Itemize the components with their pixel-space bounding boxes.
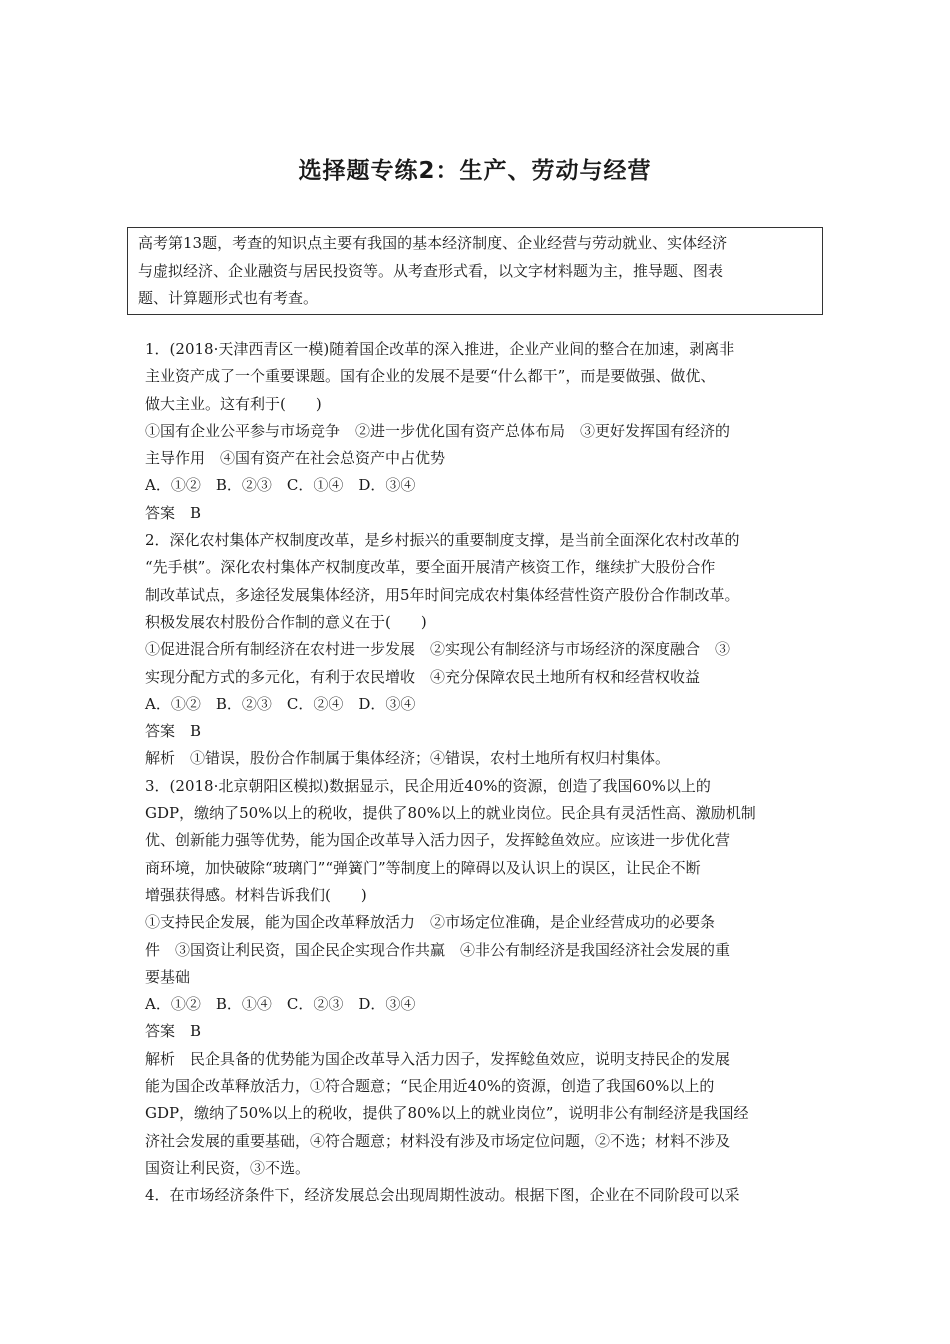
text-line: ①国有企业公平参与市场竞争 ②进一步优化国有资产总体布局 ③更好发挥国有经济的 — [145, 421, 731, 440]
text-line: 4．在市场经济条件下，经济发展总会出现周期性波动。根据下图，企业在不同阶段可以采 — [145, 1186, 740, 1205]
text-line: 优、创新能力强等优势，能为国企改革导入活力因子，发挥鲶鱼效应。应该进一步优化营 — [145, 831, 731, 850]
text-line: 1．(2018·天津西青区一模)随着国企改革的深入推进，企业产业间的整合在加速，剥离非 — [145, 340, 735, 358]
intro-box — [127, 227, 823, 315]
text-line: ①促进混合所有制经济在农村进一步发展 ②实现公有制经济与市场经济的深度融合 ③ — [145, 640, 731, 659]
text-line: 积极发展农村股份合作制的意义在于( ) — [145, 612, 427, 631]
question-content — [145, 336, 815, 1210]
text-line: 答案 B — [145, 503, 202, 522]
text-line: “先手棋”。深化农村集体产权制度改革，要全面开展清产核资工作，继续扩大股份合作 — [145, 558, 716, 577]
text-line: 做大主业。这有利于( ) — [145, 394, 322, 413]
text-line: A．①② B．①④ C．②③ D．③④ — [145, 995, 416, 1014]
intro-line: 题、计算题形式也有考查。 — [138, 289, 319, 307]
text-line: 济社会发展的重要基础，④符合题意；材料没有涉及市场定位问题，②不选；材料不涉及 — [145, 1131, 731, 1150]
text-line: 答案 B — [145, 1022, 202, 1041]
text-line: 实现分配方式的多元化，有利于农民增收 ④充分保障农民土地所有权和经营权收益 — [145, 667, 701, 686]
text-line: 2．深化农村集体产权制度改革，是乡村振兴的重要制度支撑，是当前全面深化农村改革的 — [145, 531, 740, 550]
text-line: GDP，缴纳了50%以上的税收，提供了80%以上的就业岗位”，说明非公有制经济是我国经 — [145, 1104, 749, 1123]
text-line: 商环境，加快破除“玻璃门”“弹簧门”等制度上的障碍以及认识上的误区，让民企不断 — [145, 858, 701, 877]
page-title: 选择题专练2：生产、劳动与经营 — [298, 158, 652, 184]
intro-line: 与虚拟经济、企业融资与居民投资等。从考查形式看，以文字材料题为主，推导题、图表 — [138, 261, 724, 280]
intro-line: 高考第13题，考查的知识点主要有我国的基本经济制度、企业经营与劳动就业、实体经济 — [138, 234, 728, 252]
text-line: 增强获得感。材料告诉我们( ) — [145, 885, 367, 904]
text-line: 3．(2018·北京朝阳区模拟)数据显示，民企用近40%的资源，创造了我国60%以上的 — [145, 776, 711, 795]
text-line: 件 ③国资让利民资，国企民企实现合作共赢 ④非公有制经济是我国经济社会发展的重 — [145, 940, 731, 959]
text-line: A．①② B．②③ C．②④ D．③④ — [145, 694, 416, 713]
text-line: 主业资产成了一个重要课题。国有企业的发展不是要“什么都干”，而是要做强、做优、 — [145, 367, 716, 386]
text-line: ①支持民企发展，能为国企改革释放活力 ②市场定位准确，是企业经营成功的必要条 — [145, 913, 716, 932]
text-line: 制改革试点，多途径发展集体经济，用5年时间完成农村集体经营性资产股份合作制改革。 — [145, 585, 740, 604]
text-line: 国资让利民资，③不选。 — [145, 1158, 311, 1177]
text-line: 解析 ①错误，股份合作制属于集体经济；④错误，农村土地所有权归村集体。 — [145, 749, 671, 768]
text-line: 能为国企改革释放活力，①符合题意；“民企用近40%的资源，创造了我国60%以上的 — [145, 1077, 715, 1096]
text-line: A．①② B．②③ C．①④ D．③④ — [145, 476, 416, 495]
text-line: 答案 B — [145, 722, 202, 741]
text-line: GDP，缴纳了50%以上的税收，提供了80%以上的就业岗位。民企具有灵活性高、激励机制 — [145, 804, 756, 823]
text-line: 解析 民企具备的优势能为国企改革导入活力因子，发挥鲶鱼效应，说明支持民企的发展 — [145, 1049, 731, 1068]
text-line: 要基础 — [145, 967, 191, 986]
text-line: 主导作用 ④国有资产在社会总资产中占优势 — [145, 449, 446, 468]
